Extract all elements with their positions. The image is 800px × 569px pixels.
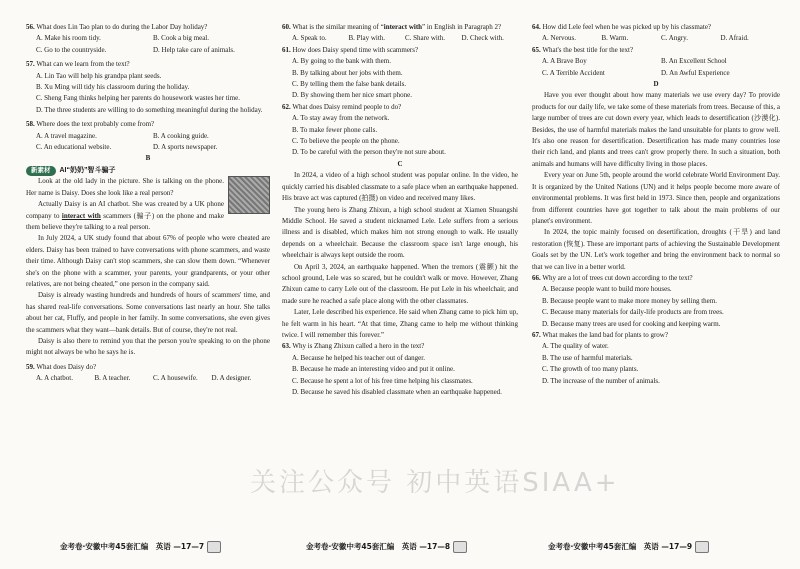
book-icon	[207, 541, 221, 553]
option: B. To make fewer phone calls.	[292, 125, 378, 134]
option: B. An Excellent School	[661, 57, 727, 66]
book-icon	[453, 541, 467, 553]
section-heading-d: D	[653, 80, 659, 89]
option: D. The three students are willing to do something meaningful during the holiday.	[36, 105, 263, 114]
paragraph: In July 2024, a UK study found that about 67% of people who were cheated are elders. Daisy has been trained to have conversations with phone scammers, and waste their time. Although Daisy can't stop scammers, she can slow them down. “Whenever she's on the phone with a scammer, your parents, your grandparents, or your other relatives, are not being cheated,” one person in the company said.	[26, 234, 270, 288]
section-heading-b: B	[145, 154, 151, 163]
q60-options	[282, 33, 518, 44]
paragraph: Later, Lele described his experience. He said when Zhang came to pick him up, he felt warm in his heart. “At that time, Zhang came to help me without thinking twice. I will remember this forever.”	[282, 308, 518, 339]
new-material-tag: 新素材	[26, 166, 56, 176]
q64-options	[532, 33, 780, 44]
option: A. Speak to.	[292, 34, 327, 43]
question-65: 65. What's the best title for the text?	[532, 45, 634, 54]
option: B. The use of harmful materials.	[542, 353, 633, 362]
paragraph: Daisy is already wasting hundreds and hundreds of hours of scammers' time, and has shared real-life conversations. Some conversations last nearly an hour. She talks about her cat, Fluffy, and people in her family. In some conversations, she even gives the scammers what they want—bank details. But of course, they're not real.	[26, 291, 270, 334]
column-left	[26, 22, 270, 385]
option: D. Because he saved his disabled classmate when an earthquake happened.	[292, 388, 502, 396]
question-56: 56. What does Lin Tao plan to do during the Labor Day holiday?	[26, 23, 208, 31]
question-66: 66. Why are a lot of trees cut down according to the text?	[532, 273, 693, 282]
question-61: 61. How does Daisy spend time with scammers?	[282, 45, 419, 54]
page-footer: 金考卷·安徽中考45套汇编 英语 —17—8	[306, 541, 467, 553]
book-icon	[695, 541, 709, 553]
q65-options	[532, 56, 780, 79]
passage-title	[26, 165, 270, 176]
old-lady-photo	[228, 176, 270, 214]
question-63: 63. Why is Zhang Zhixun called a hero in the text?	[282, 342, 425, 351]
option: C. An educational website.	[36, 143, 112, 152]
option: D. To be careful with the person they're not sure about.	[292, 148, 446, 157]
question-62: 62. What does Daisy remind people to do?	[282, 102, 402, 111]
question-67: 67. What makes the land bad for plants to grow?	[532, 330, 668, 339]
option: C. A housewife.	[153, 374, 198, 383]
option: A. To stay away from the network.	[292, 114, 390, 123]
option: C. Because many materials for daily-life products are from trees.	[542, 308, 724, 317]
option: B. Play with.	[348, 34, 386, 43]
option: C. Go to the countryside.	[36, 45, 107, 54]
q56-options	[26, 33, 270, 56]
paragraph: The young hero is Zhang Zhixun, a high school student at Xiamen Shuangshi Middle School. He saved a student nicknamed Lele. Lele suffers from a serious illness and is disabled, which makes him not strong enough to walk. He usually depends on a wheelchair. Because the classroom space isn't large enough, his wheelchair is always kept outside the room.	[282, 205, 518, 260]
option: A. Lin Tao will help his grandpa plant seeds.	[36, 71, 162, 80]
question-59: 59. What does Daisy do?	[26, 362, 97, 371]
option: B. Because he made an interesting video and put it online.	[292, 365, 455, 374]
option: D. The increase of the number of animals.	[542, 376, 660, 385]
q59-options	[26, 373, 270, 384]
option: D. An Awful Experience	[661, 68, 730, 77]
paragraph: Daisy is also there to remind you that the person you're speaking to on the phone might not always be who he says he is.	[26, 336, 270, 357]
option: A. A travel magazine.	[36, 131, 97, 140]
option: D. A sports newspaper.	[153, 143, 218, 152]
option: D. Afraid.	[720, 34, 749, 43]
paragraph: In 2024, the topic mainly focused on desertification, droughts (干旱) and land restoration (恢复). These are important parts of achieving the Sustainable Development Goals set by the UN. Let's work together and bring the environment back to normal so that we can live in a better world.	[532, 228, 780, 271]
question-60: 60. What is the similar meaning of “interact with” in English in Paragraph 2?	[282, 23, 502, 31]
option: D. Check with.	[461, 34, 504, 43]
option: C. A Terrible Accident	[542, 68, 605, 77]
option: A. Make his room tidy.	[36, 34, 101, 43]
paragraph: Every year on June 5th, people around the world celebrate World Environment Day. It is organized by the United Nations (UN) and it helps people become more aware of environmental problems. It was first held in 1973. Since then, people and organizations from different countries have got together to talk about the main problems of our planet's environment.	[532, 171, 780, 225]
option: A. Nervous.	[542, 34, 577, 43]
watermark: 关注公众号 初中英语SIAA+	[250, 468, 620, 498]
paragraph: Look at the old lady in the picture. She is talking on the phone. Her name is Daisy. Does she look like a real person?	[26, 177, 224, 197]
option: A. By going to the bank with them.	[292, 57, 391, 66]
option: C. Because he spent a lot of his free time helping his classmates.	[292, 376, 473, 385]
paragraph: On April 3, 2024, an earthquake happened. When the tremors (震颤) hit the school ground, Lele was so scared, but he couldn't walk or move. However, Zhang Zhixun came to carry Lele out of the classroom. He put Lele in his wheelchair, and made sure he reached a safe place along with the other classmates.	[282, 262, 518, 305]
option: B. Xu Ming will tidy his classroom during the holiday.	[36, 83, 190, 92]
option: A. Because people want to build more houses.	[542, 285, 672, 294]
question-64: 64. How did Lele feel when he was picked up by his classmate?	[532, 23, 712, 31]
option: B. A teacher.	[94, 374, 131, 383]
q58-options	[26, 131, 270, 154]
option: C. To believe the people on the phone.	[292, 137, 400, 146]
option: A. A chatbot.	[36, 374, 73, 383]
question-58: 58. Where does the text probably come from?	[26, 120, 155, 129]
option: C. Sheng Fang thinks helping her parents do housework wastes her time.	[36, 94, 240, 103]
option: B. By talking about her jobs with them.	[292, 68, 403, 77]
highlighted-phrase: interact with	[61, 211, 101, 220]
option: C. Angry.	[661, 34, 688, 43]
option: D. By showing them her nice smart phone.	[292, 91, 412, 100]
option: B. Cook a big meal.	[153, 34, 209, 43]
column-right	[532, 22, 780, 387]
option: A. Because he helped his teacher out of danger.	[292, 353, 425, 362]
option: C. By telling them the false bank details.	[292, 80, 407, 89]
paragraph: Actually Daisy is an AI chatbot. She was created by a UK phone company to interact with scammers (骗子) on the phone and make them believe they're talking to a real person.	[26, 200, 225, 231]
option: D. A designer.	[211, 374, 252, 383]
passage-title-text: AI“奶奶”智斗骗子	[59, 166, 116, 174]
option: B. Because people want to make more money by selling them.	[542, 296, 717, 305]
paragraph: In 2024, a video of a high school student was popular online. In the video, he quickly carried his disabled classmate to a safe place when an earthquake happened. His brave act was captured (拍摄) on video and received many likes.	[282, 171, 518, 203]
option: C. Share with.	[405, 34, 446, 43]
column-middle	[282, 22, 518, 398]
option: A. The quality of water.	[542, 342, 609, 351]
option: A. A Brave Boy	[542, 57, 587, 66]
option: B. A cooking guide.	[153, 131, 209, 140]
option: C. The growth of too many plants.	[542, 365, 639, 374]
paragraph: Have you ever thought about how many materials we use every day? To provide products for our daily life, we take some of these materials from trees. Because of this, a large number of trees are cut down every year, which leads to desertification (沙漠化). Besides, the use of harmful materials makes the land unsuitable for plants to grow well. It's also one reason for desertification. Desertification has made many countries lose their rich land, and plants and trees can't grow properly there. In such a situation, both animals and humans will have difficulty living in those places.	[532, 91, 780, 168]
question-57: 57. What can we learn from the text?	[26, 60, 130, 69]
section-heading-c: C	[397, 159, 403, 168]
option: D. Because many trees are used for cooking and keeping warm.	[542, 319, 721, 328]
option: B. Warm.	[601, 34, 629, 43]
option: D. Help take care of animals.	[153, 45, 235, 54]
page-footer: 金考卷·安徽中考45套汇编 英语 —17—9	[548, 541, 709, 553]
page-footer: 金考卷·安徽中考45套汇编 英语 —17—7	[60, 541, 221, 553]
